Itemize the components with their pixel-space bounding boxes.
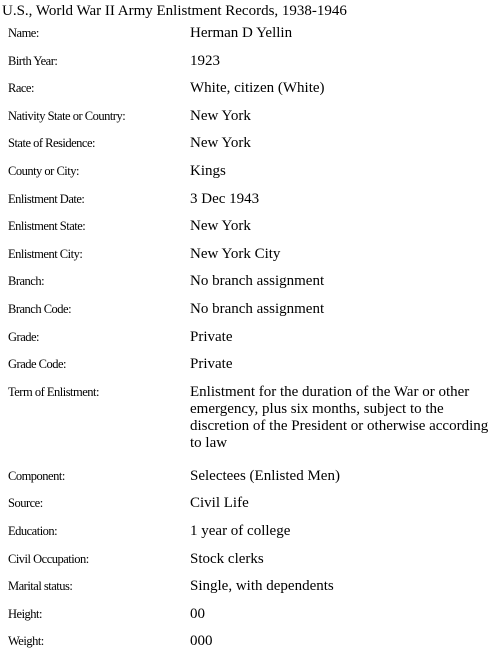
field-value: Private — [190, 328, 233, 345]
field-row-enlistment-date — [0, 188, 500, 216]
field-label: Name: — [8, 26, 39, 40]
field-row-branch — [0, 270, 500, 298]
field-value: Selectees (Enlisted Men) — [190, 467, 340, 484]
field-row-race — [0, 77, 500, 105]
field-row-state-of-residence — [0, 132, 500, 160]
field-row-enlistment-city — [0, 243, 500, 271]
field-row-grade-code — [0, 353, 500, 381]
field-row-nativity — [0, 105, 500, 133]
field-row-civil-occupation — [0, 548, 500, 576]
field-value: 1 year of college — [190, 522, 291, 539]
record-fields — [0, 22, 500, 658]
field-row-marital-status — [0, 575, 500, 603]
record-title: U.S., World War II Army Enlistment Records, 1938-1946 — [2, 3, 347, 19]
field-value: New York — [190, 135, 251, 152]
field-label: Education: — [8, 523, 58, 538]
field-label: Grade Code: — [8, 357, 67, 372]
field-value: New York — [190, 218, 251, 235]
field-label: Component: — [8, 468, 65, 483]
field-label: Grade: — [8, 329, 40, 344]
field-label: Nativity State or Country: — [8, 108, 126, 123]
field-value: Private — [190, 356, 233, 373]
field-value: Herman D Yellin — [190, 25, 293, 41]
field-value: 3 Dec 1943 — [190, 190, 260, 207]
field-value: Single, with dependents — [190, 578, 334, 595]
field-row-height — [0, 603, 500, 631]
field-row-branch-code — [0, 298, 500, 326]
field-label: Enlistment City: — [8, 246, 83, 261]
field-row-component — [0, 465, 500, 493]
field-value: Stock clerks — [190, 550, 264, 567]
field-label: Race: — [8, 81, 34, 96]
field-label: State of Residence: — [8, 136, 95, 151]
field-label: Birth Year: — [8, 53, 58, 68]
field-label: Enlistment State: — [8, 219, 86, 234]
field-label: County or City: — [8, 163, 79, 178]
field-value: Enlistment for the duration of the War or other emergency, plus six months, subject to the discretion of the President or otherwise according to law — [190, 383, 489, 451]
field-row-county-or-city — [0, 160, 500, 188]
field-label: Source: — [8, 496, 43, 511]
field-row-term-of-enlistment — [0, 381, 500, 465]
field-label: Weight: — [8, 634, 44, 649]
field-row-name — [0, 22, 500, 50]
field-label: Civil Occupation: — [8, 551, 89, 566]
field-label: Term of Enlistment: — [8, 384, 99, 399]
field-label: Marital status: — [8, 579, 73, 594]
field-value: Kings — [190, 162, 226, 179]
field-value: New York — [190, 107, 251, 124]
field-row-enlistment-state — [0, 215, 500, 243]
field-row-birth-year — [0, 50, 500, 78]
field-value: White, citizen (White) — [190, 80, 325, 97]
field-value: Civil Life — [190, 495, 249, 512]
field-value: 000 — [190, 633, 213, 650]
field-label: Branch Code: — [8, 301, 72, 316]
field-value: No branch assignment — [190, 273, 325, 290]
field-value: No branch assignment — [190, 300, 325, 317]
field-value: 00 — [190, 605, 205, 622]
field-label: Enlistment Date: — [8, 191, 85, 206]
field-label: Height: — [8, 606, 42, 621]
field-row-grade — [0, 326, 500, 354]
field-value: New York City — [190, 245, 281, 262]
field-row-education — [0, 520, 500, 548]
field-row-source — [0, 492, 500, 520]
field-value: 1923 — [190, 52, 220, 69]
field-label: Branch: — [8, 274, 45, 289]
